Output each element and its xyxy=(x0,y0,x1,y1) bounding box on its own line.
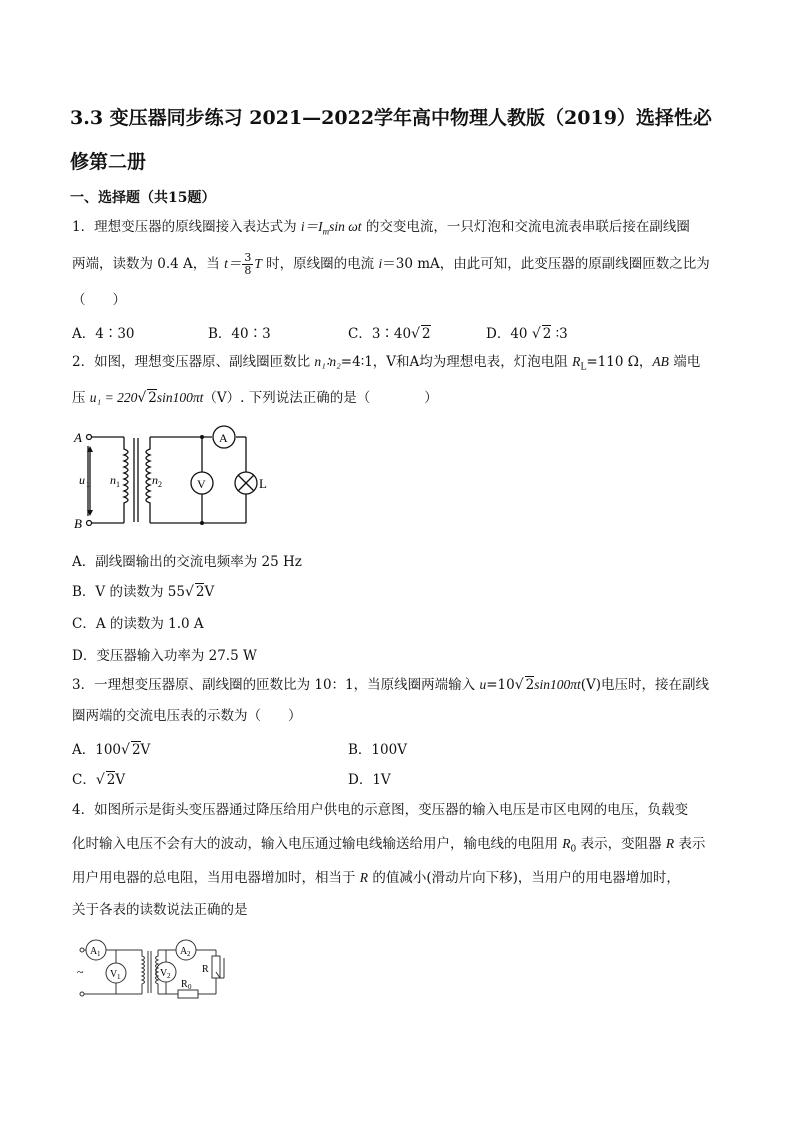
lamp-label: L xyxy=(259,476,267,491)
q3-option-c-text: C． xyxy=(72,772,96,788)
q1-text2: 两端，读数为 0.4 A，当 xyxy=(72,256,225,272)
q3-text-d: (V)电压时，接在副线 xyxy=(580,677,710,693)
q2-option-b xyxy=(72,580,214,600)
ammeter-icon: A xyxy=(219,431,228,445)
q3-option-a-root: 2 xyxy=(131,742,141,758)
a2-sub: 2 xyxy=(187,950,191,958)
q4-line3 xyxy=(72,868,680,888)
sqrt-icon: √ xyxy=(121,742,130,758)
q2-text2b: （V）. 下列说法正确的是（ ） xyxy=(203,390,438,406)
q3-text: 3．一理想变压器原、副线圈的匝数比为 10：1，当原线圈两端输入 xyxy=(72,677,480,693)
q1-option-d-root: 2 xyxy=(542,326,552,342)
sqrt-icon: √ xyxy=(184,584,194,600)
q1-line3: （ ） xyxy=(72,292,126,308)
sqrt-icon: √ xyxy=(137,390,147,406)
q2-R-sub: L xyxy=(580,362,587,373)
q4-text2: 化时输入电压不会有大的波动，输入电压通过输电线输送给用户，输电线的电阻用 xyxy=(72,836,563,852)
frac-denominator: 8 xyxy=(244,264,252,277)
v2-sub: 2 xyxy=(167,972,171,980)
q3-u: u xyxy=(479,677,487,692)
q2-text: 2．如图，理想变压器原、副线圈匝数比 xyxy=(72,354,315,370)
sqrt-icon: √ xyxy=(411,326,421,342)
q1-expr-sub: m xyxy=(322,226,330,237)
n2-sub-label: 2 xyxy=(158,480,162,489)
q2-text-c: =110 Ω， xyxy=(586,354,653,370)
u1-sub-label: 1 xyxy=(86,480,90,489)
ac-source-icon: ~ xyxy=(77,965,84,979)
q3-option-c-root: 2 xyxy=(106,772,116,788)
q4-text3b: 的值减小(滑动片向下移)，当用户的用电器增加时， xyxy=(368,870,680,886)
a1-sub: 1 xyxy=(97,950,101,958)
q4-R0: R xyxy=(562,836,571,851)
voltmeter-v2-icon: V xyxy=(160,968,168,979)
sqrt-icon: √ xyxy=(95,772,105,788)
q2-option-a: A．副线圈输出的交流电频率为 25 Hz xyxy=(72,554,302,570)
r0-sub: 0 xyxy=(188,983,192,991)
q2-expr-a: u₁ = 220 xyxy=(89,390,138,405)
q3-option-c xyxy=(72,768,125,788)
q1-option-b: B．40∶3 xyxy=(208,326,271,342)
u1-label: u xyxy=(79,473,85,487)
q3-option-a-unit: V xyxy=(140,742,151,758)
q1-text2b: 时，原线圈的电流 xyxy=(261,256,379,272)
q1-option-c xyxy=(348,322,431,342)
q1-option-c-root: 2 xyxy=(422,326,431,342)
q1-text2c: ＝30 mA，由此可知，此变压器的原副线圈匝数之比为 xyxy=(382,256,710,272)
q3-root: 2 xyxy=(525,677,535,693)
q4-circuit-diagram xyxy=(70,936,246,1008)
rheostat-r-label: R xyxy=(202,964,209,975)
q4-R: R xyxy=(665,836,675,851)
q2-text-d: 端电 xyxy=(668,354,701,370)
q3-option-a-text: A．100 xyxy=(72,742,122,758)
q3-line2: 圈两端的交流电压表的示数为（ ） xyxy=(72,708,302,724)
r0-label: R xyxy=(181,979,188,990)
q3-option-d: D．1V xyxy=(348,772,391,788)
q2-text2: 压 xyxy=(72,390,90,406)
terminal-b-label: B xyxy=(74,516,82,531)
q3-line1 xyxy=(72,675,709,695)
q2-R: R xyxy=(572,354,581,369)
q1-expr2: sin ωt xyxy=(329,219,362,234)
ammeter-a2-icon: A xyxy=(180,946,188,957)
q1-option-a: A．4∶30 xyxy=(72,326,135,342)
q4-R0-sub: 0 xyxy=(570,844,577,855)
q2-option-d: D．变压器输入功率为 27.5 W xyxy=(72,648,257,664)
q2-option-b-root: 2 xyxy=(195,584,205,600)
q1-i: i xyxy=(378,256,383,271)
q3-option-c-unit: V xyxy=(115,772,126,788)
q4-line1: 4．如图所示是街头变压器通过降压给用户供电的示意图，变压器的输入电压是市区电网的电压，负载变 xyxy=(72,802,689,818)
q1-T: T xyxy=(254,256,262,271)
terminal-a-label: A xyxy=(74,430,82,445)
q4-text2b: 表示，变阻器 xyxy=(576,836,666,852)
q1-text-b: 的交变电流，一只灯泡和交流电流表串联后接在副线圈 xyxy=(361,219,690,235)
q2-AB: AB xyxy=(652,354,669,369)
q4-text3: 用户用电器的总电阻，当用电器增加时，相当于 xyxy=(72,870,360,886)
q1-expr: i＝I xyxy=(300,219,323,234)
q1-line1 xyxy=(72,217,690,242)
q2-circuit-diagram xyxy=(72,424,272,534)
q2-ratio: n₁∶n₂ xyxy=(314,354,341,369)
ammeter-a1-icon: A xyxy=(90,946,98,957)
q4-line4: 关于各表的读数说法正确的是 xyxy=(72,902,248,918)
q1-option-d-tail: ∶3 xyxy=(555,326,568,342)
n1-label: n xyxy=(110,473,116,487)
q2-root: 2 xyxy=(148,390,157,406)
voltmeter-v1-icon: V xyxy=(110,969,118,980)
frac-numerator: 3 xyxy=(244,251,252,264)
q4-R-2: R xyxy=(359,870,369,885)
page-title: 3.3 变压器同步练习 2021—2022学年高中物理人教版（2019）选择性必修第二册 xyxy=(70,107,712,173)
sqrt-icon: √ xyxy=(531,326,541,342)
q1-option-c-text: C．3∶40 xyxy=(348,326,412,342)
v1-sub: 1 xyxy=(117,973,121,981)
q1-text: 1．理想变压器的原线圈接入表达式为 xyxy=(72,219,301,235)
q3-option-b: B．100V xyxy=(348,742,407,758)
section-heading: 一、选择题（共15题） xyxy=(70,190,216,206)
q2-option-c: C．A 的读数为 1.0 A xyxy=(72,616,204,632)
q1-t: t＝ xyxy=(224,256,242,271)
q1-option-d xyxy=(486,322,568,342)
n2-label: n xyxy=(152,473,158,487)
q3-sin: sin100πt xyxy=(534,677,581,692)
q2-line2 xyxy=(72,388,438,408)
sqrt-icon: √ xyxy=(514,677,524,693)
q3-text-b: =10 xyxy=(486,677,515,693)
q1-line2 xyxy=(72,250,710,278)
q2-expr-b: sin100πt xyxy=(156,390,204,405)
voltmeter-icon: V xyxy=(197,477,206,491)
q2-option-b-unit: V xyxy=(204,584,215,600)
q2-line1 xyxy=(72,352,700,378)
q2-option-b-text: B．V 的读数为 55 xyxy=(72,584,185,600)
q1-option-d-text: D．40 xyxy=(486,326,528,342)
q1-fraction xyxy=(242,252,253,277)
q2-text-b: =4∶1，V和A均为理想电表，灯泡电阻 xyxy=(340,354,573,370)
q4-line2 xyxy=(72,834,705,860)
q3-option-a xyxy=(72,738,150,758)
q4-text2c: 表示 xyxy=(674,836,706,852)
n1-sub-label: 1 xyxy=(116,480,120,489)
